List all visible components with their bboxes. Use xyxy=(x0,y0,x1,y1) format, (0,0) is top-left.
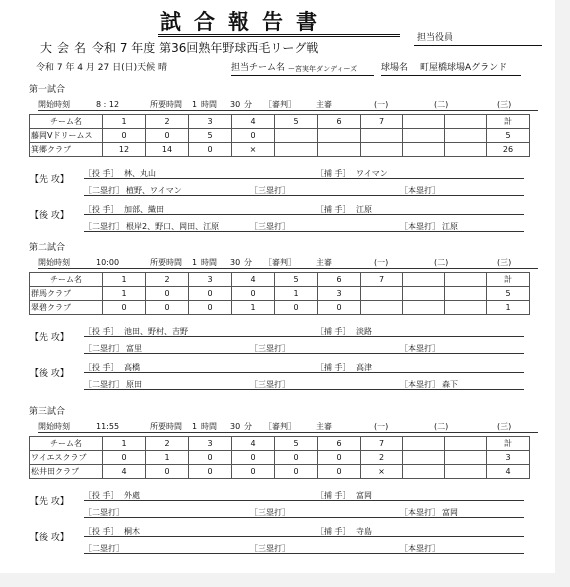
inning-header: 4 xyxy=(232,115,275,129)
second-attack-label: 【後 攻】 xyxy=(30,533,69,543)
hr-label: ［本塁打］ xyxy=(400,380,440,389)
inning-score: 0 xyxy=(189,301,232,315)
match-date: 令和 7 年 4 月 27 日(日)天候 晴 xyxy=(36,63,167,73)
inning-score: 1 xyxy=(103,287,146,301)
hr-label: ［本塁打］ xyxy=(400,222,440,231)
inning-score: 2 xyxy=(361,451,403,465)
team-label: 担当チーム名 xyxy=(231,63,286,73)
inning-header: 4 xyxy=(232,273,275,287)
inning-header: 計 xyxy=(487,273,530,287)
catchers: 寺島 xyxy=(356,527,372,536)
inning-header: 3 xyxy=(189,437,232,451)
hour-label: 時間 xyxy=(201,258,217,267)
first-attack-label: 【先 攻】 xyxy=(30,333,69,343)
hr-label: ［本塁打］ xyxy=(400,186,440,195)
inning-score: 0 xyxy=(232,287,275,301)
catcher-label: ［捕 手］ xyxy=(316,169,351,178)
inning-header: 6 xyxy=(318,437,361,451)
pitchers: 外處 xyxy=(124,491,140,500)
total-score: 4 xyxy=(487,465,530,479)
inning-score: 12 xyxy=(103,143,146,157)
inning-score xyxy=(445,451,487,465)
inning-header: 2 xyxy=(146,437,189,451)
inning-score: 0 xyxy=(146,287,189,301)
game-heading: 第三試合 xyxy=(29,407,66,417)
base-umpire-2-label: (二) xyxy=(434,100,449,109)
triple-label: ［三塁打］ xyxy=(250,508,290,517)
inning-header: 5 xyxy=(275,273,318,287)
catcher-label: ［捕 手］ xyxy=(316,491,351,500)
duration-hours: 1 xyxy=(192,422,198,431)
inning-header: 5 xyxy=(275,437,318,451)
start-time: 8 : 12 xyxy=(96,100,120,109)
inning-header xyxy=(403,437,445,451)
ground-name: 町屋橋球場Aグランド xyxy=(420,63,508,73)
catchers: 富岡 xyxy=(356,491,372,500)
score-row xyxy=(30,465,530,479)
team-name: 群馬クラブ xyxy=(30,287,103,301)
catchers: 高津 xyxy=(356,363,372,372)
inning-score: 1 xyxy=(275,287,318,301)
doubles: 根岸2、野口、岡田、江原 xyxy=(126,222,220,231)
base-umpire-1-label: (一) xyxy=(374,422,389,431)
first-attack-label: 【先 攻】 xyxy=(30,175,69,185)
catchers: 淡路 xyxy=(356,327,372,336)
hr-label: ［本塁打］ xyxy=(400,544,440,553)
triple-label: ［三塁打］ xyxy=(250,544,290,553)
base-umpire-3-label: (三) xyxy=(497,258,512,267)
inning-score: 0 xyxy=(189,451,232,465)
inning-header: 1 xyxy=(103,115,146,129)
catchers: 江原 xyxy=(356,205,372,214)
inning-header: 5 xyxy=(275,115,318,129)
pitcher-label: ［投 手］ xyxy=(84,363,119,372)
home-runs: 森下 xyxy=(442,380,458,389)
triple-label: ［三塁打］ xyxy=(250,222,290,231)
start-time: 11:55 xyxy=(96,422,120,431)
start-time-label: 開始時刻 xyxy=(38,100,70,109)
pitchers: 加部、織田 xyxy=(124,205,164,214)
home-runs: 江原 xyxy=(442,222,458,231)
inning-score: 0 xyxy=(232,451,275,465)
duration-hours: 1 xyxy=(192,100,198,109)
team-name: ワイエスクラブ xyxy=(30,451,103,465)
inning-header: 4 xyxy=(232,437,275,451)
inning-score: 0 xyxy=(146,129,189,143)
team-name-header: チーム名 xyxy=(30,437,103,451)
catcher-label: ［捕 手］ xyxy=(316,527,351,536)
inning-score: 5 xyxy=(189,129,232,143)
inning-header: 計 xyxy=(487,437,530,451)
double-label: ［二塁打］ xyxy=(84,344,124,353)
inning-header: 2 xyxy=(146,115,189,129)
score-header-row xyxy=(30,437,530,451)
duration-minutes: 30 xyxy=(230,100,241,109)
pitcher-label: ［投 手］ xyxy=(84,527,119,536)
home-runs: 富岡 xyxy=(442,508,458,517)
inning-score: 0 xyxy=(275,451,318,465)
double-label: ［二塁打］ xyxy=(84,380,124,389)
inning-score: 0 xyxy=(103,451,146,465)
duration-hours: 1 xyxy=(192,258,198,267)
first-attack-label: 【先 攻】 xyxy=(30,497,69,507)
tournament-label: 大会名 xyxy=(40,41,92,55)
extra-base-line xyxy=(84,553,524,554)
pitchers: 林、丸山 xyxy=(124,169,156,178)
inning-score: 0 xyxy=(232,129,275,143)
score-row xyxy=(30,451,530,465)
hour-label: 時間 xyxy=(201,100,217,109)
team-name: 翠碧クラブ xyxy=(30,301,103,315)
inning-header: 7 xyxy=(361,115,403,129)
inning-score: 1 xyxy=(146,451,189,465)
chief-umpire-label: 主審 xyxy=(316,258,332,267)
duration-minutes: 30 xyxy=(230,422,241,431)
inning-header: 7 xyxy=(361,273,403,287)
inning-header: 6 xyxy=(318,273,361,287)
total-score: 1 xyxy=(487,301,530,315)
second-attack-label: 【後 攻】 xyxy=(30,369,69,379)
inning-header: 6 xyxy=(318,115,361,129)
inning-score: 0 xyxy=(146,465,189,479)
team-name: 藤岡Vドリームス xyxy=(30,129,103,143)
team-name-header: チーム名 xyxy=(30,273,103,287)
inning-score xyxy=(445,465,487,479)
duration-minutes: 30 xyxy=(230,258,241,267)
catcher-label: ［捕 手］ xyxy=(316,327,351,336)
hr-label: ［本塁打］ xyxy=(400,508,440,517)
inning-score: 4 xyxy=(103,465,146,479)
inning-score: 0 xyxy=(275,465,318,479)
inning-score: 0 xyxy=(103,301,146,315)
pitchers: 池田、野村、吉野 xyxy=(124,327,188,336)
start-time-label: 開始時刻 xyxy=(38,422,70,431)
ground-label: 球場名 xyxy=(381,63,409,73)
inning-score: 0 xyxy=(146,301,189,315)
total-score: 5 xyxy=(487,129,530,143)
minute-label: 分 xyxy=(244,422,252,431)
hour-label: 時間 xyxy=(201,422,217,431)
doubles: 植野、ワイマン xyxy=(126,186,182,195)
team-name: ー宮実年ダンディーズ xyxy=(288,65,358,73)
double-label: ［二塁打］ xyxy=(84,508,124,517)
inning-score: 0 xyxy=(232,465,275,479)
chief-umpire-label: 主審 xyxy=(316,100,332,109)
triple-label: ［三塁打］ xyxy=(250,186,290,195)
duration-label: 所要時間 xyxy=(150,422,182,431)
base-umpire-3-label: (三) xyxy=(497,422,512,431)
inning-score: × xyxy=(361,465,403,479)
second-attack-label: 【後 攻】 xyxy=(30,211,69,221)
base-umpire-1-label: (一) xyxy=(374,100,389,109)
report-title: 試合報告書 xyxy=(160,9,330,34)
catcher-label: ［捕 手］ xyxy=(316,363,351,372)
base-umpire-2-label: (二) xyxy=(434,422,449,431)
double-label: ［二塁打］ xyxy=(84,544,124,553)
catcher-label: ［捕 手］ xyxy=(316,205,351,214)
inning-header: 3 xyxy=(189,115,232,129)
umpire-label: ［審判］ xyxy=(264,100,296,109)
inning-score: × xyxy=(232,143,275,157)
inning-score: 14 xyxy=(146,143,189,157)
doubles: 富里 xyxy=(126,344,142,353)
inning-header: 2 xyxy=(146,273,189,287)
start-time-label: 開始時刻 xyxy=(38,258,70,267)
inning-score: 0 xyxy=(189,143,232,157)
start-line xyxy=(38,432,538,433)
duration-label: 所要時間 xyxy=(150,100,182,109)
total-score: 26 xyxy=(487,143,530,157)
pitchers: 桐木 xyxy=(124,527,140,536)
game-heading: 第一試合 xyxy=(29,85,66,95)
inning-score: 0 xyxy=(318,465,361,479)
inning-score: 0 xyxy=(318,301,361,315)
inning-score: 3 xyxy=(318,287,361,301)
team-name: 箕郷クラブ xyxy=(30,143,103,157)
inning-score xyxy=(403,465,445,479)
inning-header xyxy=(445,437,487,451)
triple-label: ［三塁打］ xyxy=(250,380,290,389)
pitcher-line xyxy=(84,536,524,537)
score-table xyxy=(29,436,530,479)
doubles: 原田 xyxy=(126,380,142,389)
double-label: ［二塁打］ xyxy=(84,222,124,231)
team-name-header: チーム名 xyxy=(30,115,103,129)
start-time: 10:00 xyxy=(96,258,120,267)
inning-score: 1 xyxy=(232,301,275,315)
hr-label: ［本塁打］ xyxy=(400,344,440,353)
total-score: 5 xyxy=(487,287,530,301)
minute-label: 分 xyxy=(244,100,252,109)
base-umpire-2-label: (二) xyxy=(434,258,449,267)
pitcher-label: ［投 手］ xyxy=(84,491,119,500)
inning-score: 0 xyxy=(189,465,232,479)
game-heading: 第二試合 xyxy=(29,243,66,253)
supervisor-label: 担当役員 xyxy=(417,33,454,43)
pitcher-label: ［投 手］ xyxy=(84,327,119,336)
inning-score: 0 xyxy=(318,451,361,465)
triple-label: ［三塁打］ xyxy=(250,344,290,353)
base-umpire-3-label: (三) xyxy=(497,100,512,109)
umpire-label: ［審判］ xyxy=(264,258,296,267)
pitchers: 高橋 xyxy=(124,363,140,372)
double-label: ［二塁打］ xyxy=(84,186,124,195)
inning-score: 0 xyxy=(275,301,318,315)
inning-header: 計 xyxy=(487,115,530,129)
inning-score: 0 xyxy=(103,129,146,143)
catchers: ワイマン xyxy=(356,169,388,178)
tournament-name: 令和 7 年度 第36回熟年野球西毛リーグ戦 xyxy=(92,41,319,55)
duration-label: 所要時間 xyxy=(150,258,182,267)
minute-label: 分 xyxy=(244,258,252,267)
total-score: 3 xyxy=(487,451,530,465)
inning-header: 3 xyxy=(189,273,232,287)
umpire-label: ［審判］ xyxy=(264,422,296,431)
inning-score xyxy=(403,451,445,465)
chief-umpire-label: 主審 xyxy=(316,422,332,431)
extra-base-line xyxy=(84,517,524,518)
inning-score: 0 xyxy=(189,287,232,301)
inning-header: 1 xyxy=(103,273,146,287)
pitcher-label: ［投 手］ xyxy=(84,205,119,214)
pitcher-line xyxy=(84,500,524,501)
base-umpire-1-label: (一) xyxy=(374,258,389,267)
inning-header: 7 xyxy=(361,437,403,451)
pitcher-label: ［投 手］ xyxy=(84,169,119,178)
inning-header: 1 xyxy=(103,437,146,451)
team-name: 松井田クラブ xyxy=(30,465,103,479)
